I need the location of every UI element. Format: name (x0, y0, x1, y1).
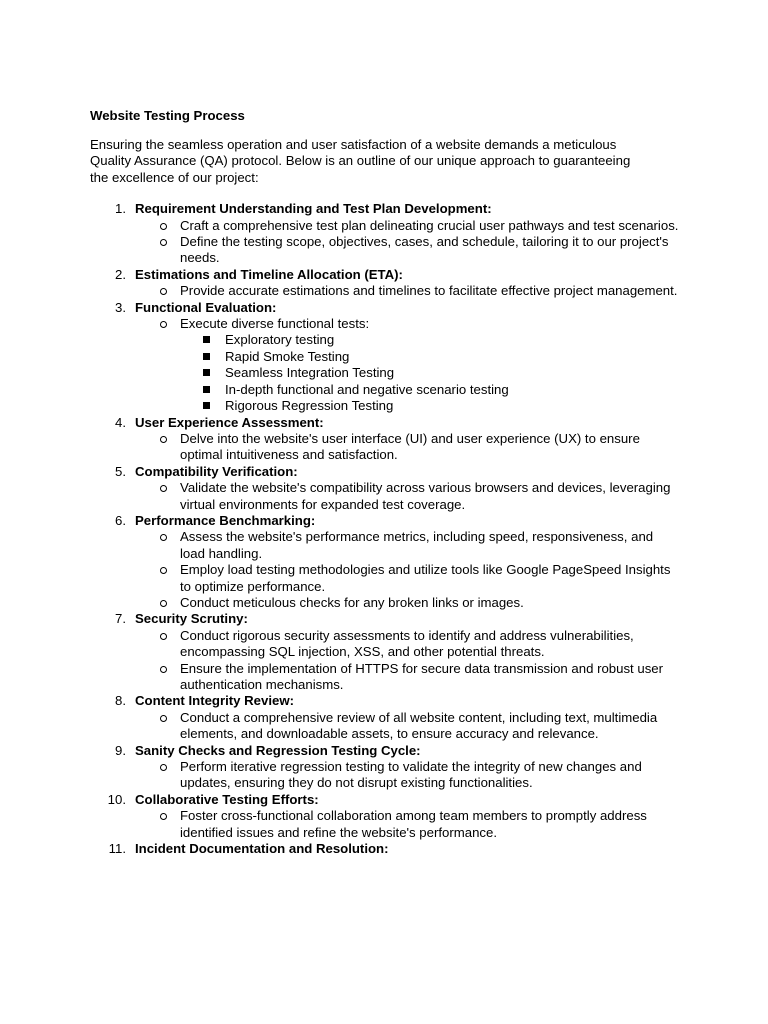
square-bullet-icon (203, 386, 210, 393)
step-number: 3. (115, 299, 126, 315)
step-item (90, 201, 690, 267)
sub-list (135, 710, 690, 743)
sub-item-text: Foster cross-functional collaboration among team members to promptly address identified issues and refine the website's performance. (180, 808, 647, 840)
step-item (90, 513, 690, 611)
step-title: Performance Benchmarking: (135, 512, 316, 528)
sub-list (135, 283, 690, 299)
step-number: 9. (115, 742, 126, 758)
document-title: Website Testing Process (90, 108, 245, 123)
hollow-circle-bullet-icon (160, 436, 167, 443)
hollow-circle-bullet-icon (160, 239, 167, 246)
sub-item-text: Conduct meticulous checks for any broken links or images. (180, 594, 524, 610)
sub-list (135, 759, 690, 792)
step-item (90, 743, 690, 792)
sub-item (135, 628, 680, 661)
step-number: 2. (115, 266, 126, 282)
document-page (90, 107, 690, 857)
step-item (90, 693, 690, 742)
steps-list (90, 201, 690, 857)
hollow-circle-bullet-icon (160, 600, 167, 607)
nested-item-text: Seamless Integration Testing (225, 365, 395, 381)
sub-item (135, 595, 680, 611)
step-title: Incident Documentation and Resolution: (135, 841, 389, 857)
step-number: 7. (115, 611, 126, 627)
hollow-circle-bullet-icon (160, 666, 167, 673)
nested-item-text: In-depth functional and negative scenario testing (225, 381, 509, 397)
sub-item-text: Employ load testing methodologies and utilize tools like Google PageSpeed Insights to optimize performance. (180, 562, 671, 594)
sub-item (135, 480, 680, 513)
sub-item (135, 234, 680, 267)
step-item (90, 611, 690, 693)
step-item (90, 267, 690, 300)
square-bullet-icon (203, 402, 210, 409)
hollow-circle-bullet-icon (160, 321, 167, 328)
sub-item-text: Conduct a comprehensive review of all website content, including text, multimedia elements, and downloadable assets, to ensure accuracy and relevance. (180, 709, 658, 742)
nested-item-text: Exploratory testing (225, 332, 335, 348)
sub-list (135, 218, 690, 267)
sub-item (135, 562, 680, 595)
nested-item (180, 365, 680, 381)
step-number: 4. (115, 414, 126, 430)
sub-item (135, 710, 680, 743)
hollow-circle-bullet-icon (160, 633, 167, 640)
sub-list (135, 480, 690, 513)
sub-item-text: Ensure the implementation of HTTPS for secure data transmission and robust user authentication mechanisms. (180, 660, 664, 692)
step-title: Collaborative Testing Efforts: (135, 791, 319, 807)
hollow-circle-bullet-icon (160, 813, 167, 820)
sub-list (135, 529, 690, 611)
step-item (90, 415, 690, 464)
hollow-circle-bullet-icon (160, 223, 167, 230)
step-item (90, 464, 690, 513)
nested-item (180, 332, 680, 348)
sub-item-text: Validate the website's compatibility across various browsers and devices, leveraging virtual environments for expanded test coverage. (180, 480, 671, 512)
step-title: Sanity Checks and Regression Testing Cycle: (135, 742, 421, 758)
sub-item (135, 529, 680, 562)
step-title: User Experience Assessment: (135, 414, 324, 430)
sub-item-text: Delve into the website's user interface (UI) and user experience (UX) to ensure optimal intuitiveness and satisfaction. (180, 430, 640, 463)
sub-list (135, 808, 690, 841)
step-number: 8. (115, 693, 126, 709)
sub-item-text: Conduct rigorous security assessments to identify and address vulnerabilities, encompassing SQL injection, XSS, and other potential threats. (180, 627, 634, 660)
nested-item (180, 382, 680, 398)
sub-item-text: Provide accurate estimations and timelines to facilitate effective project management. (180, 283, 678, 299)
sub-item (135, 759, 680, 792)
step-title: Requirement Understanding and Test Plan Development: (135, 201, 492, 217)
step-number: 11. (108, 841, 126, 857)
intro-paragraph: Ensuring the seamless operation and user satisfaction of a website demands a meticulous Quality Assurance (QA) protocol. Below is an outline of our unique approach to guaranteeing the excellence of our project: (90, 137, 631, 185)
step-title: Content Integrity Review: (135, 693, 294, 709)
hollow-circle-bullet-icon (160, 534, 167, 541)
hollow-circle-bullet-icon (160, 288, 167, 295)
step-number: 1. (115, 201, 126, 217)
sub-item-text: Perform iterative regression testing to validate the integrity of new changes and updates, ensuring they do not disrupt existing functionalities. (180, 759, 642, 791)
hollow-circle-bullet-icon (160, 485, 167, 492)
sub-list (135, 628, 690, 694)
step-title: Security Scrutiny: (135, 611, 248, 627)
sub-item-text: Craft a comprehensive test plan delineating crucial user pathways and test scenarios. (180, 217, 679, 233)
sub-item (135, 316, 680, 414)
nested-item (180, 398, 680, 414)
sub-item-text: Assess the website's performance metrics, including speed, responsiveness, and load handling. (180, 529, 654, 561)
sub-item (135, 431, 680, 464)
nested-list (180, 332, 680, 414)
nested-item-text: Rapid Smoke Testing (225, 348, 350, 364)
sub-item (135, 283, 680, 299)
step-title: Functional Evaluation: (135, 299, 277, 315)
nested-item (180, 349, 680, 365)
square-bullet-icon (203, 336, 210, 343)
step-number: 10. (107, 791, 126, 807)
sub-item (135, 808, 680, 841)
step-title: Compatibility Verification: (135, 463, 298, 479)
nested-item-text: Rigorous Regression Testing (225, 398, 394, 414)
sub-item (135, 661, 680, 694)
step-number: 6. (115, 512, 126, 528)
step-item (90, 300, 690, 415)
sub-item-text: Execute diverse functional tests: (180, 316, 370, 332)
hollow-circle-bullet-icon (160, 567, 167, 574)
step-number: 5. (115, 463, 126, 479)
sub-list (135, 316, 690, 414)
sub-item (135, 218, 680, 234)
square-bullet-icon (203, 353, 210, 360)
step-item (90, 792, 690, 841)
step-item (90, 841, 690, 857)
sub-list (135, 431, 690, 464)
square-bullet-icon (203, 369, 210, 376)
hollow-circle-bullet-icon (160, 764, 167, 771)
hollow-circle-bullet-icon (160, 715, 167, 722)
step-title: Estimations and Timeline Allocation (ETA): (135, 266, 403, 282)
sub-item-text: Define the testing scope, objectives, cases, and schedule, tailoring it to our project's needs. (180, 234, 669, 266)
